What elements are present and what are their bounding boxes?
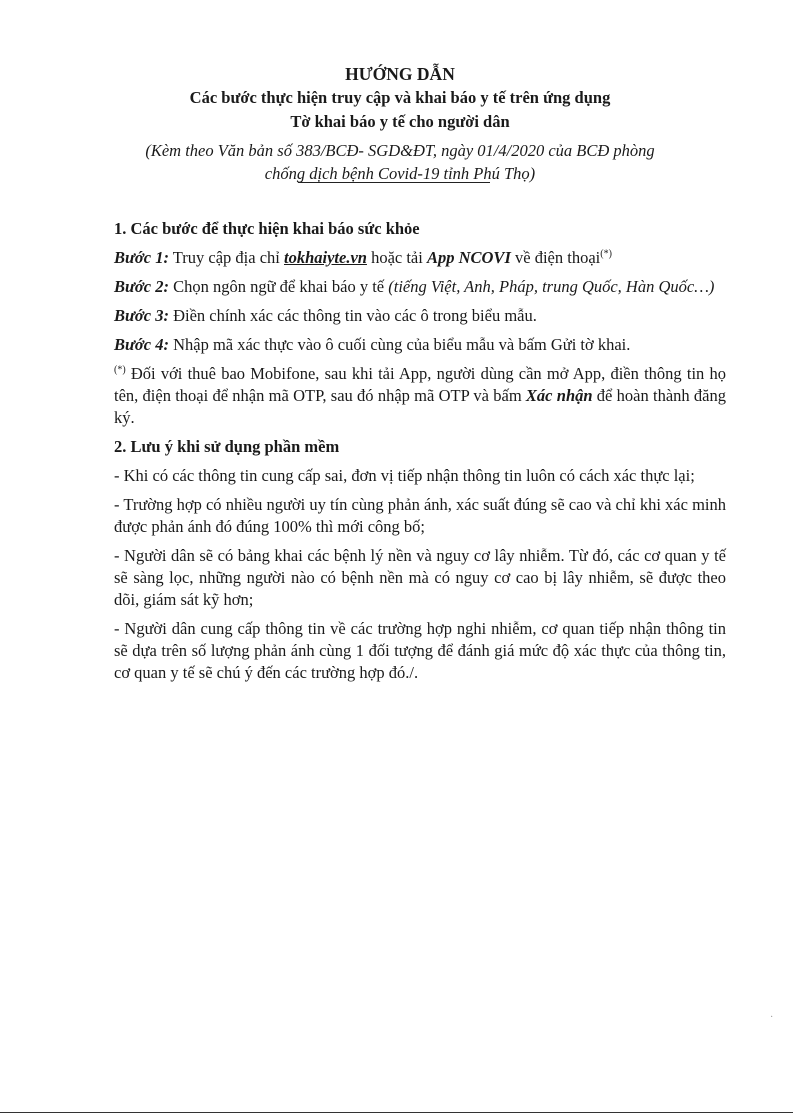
step-1-text-b: hoặc tải [366,248,427,267]
note-item: - Người dân sẽ có bảng khai các bệnh lý nền và nguy cơ lây nhiễm. Từ đó, các cơ quan y tế sẽ sàng lọc, những người nào có bệnh nền mà có nguy cơ cao bị lây nhiễm, sẽ được theo dõi, giám sát kỹ hơn; [114,546,726,609]
scan-speck: · [770,1012,774,1023]
header-divider [298,182,490,183]
footnote-emphasis: Xác nhận [525,386,593,405]
document-title: HƯỚNG DẪN [345,64,455,84]
step-2 [114,276,726,298]
step-3 [114,305,726,327]
step-2-label: Bước 2: [114,277,169,296]
reference-note [100,139,700,185]
step-3-label: Bước 3: [114,306,169,325]
app-name: App NCOVI [426,248,511,267]
step-1-text-c: về điện thoại [510,248,601,267]
document-header [100,62,700,185]
document-body [114,218,726,691]
step-4-text: Nhập mã xác thực vào ô cuối cùng của biểu mẫu và bấm Gửi tờ khai. [168,335,631,354]
footnote-text-b: để hoàn thành đăng ký. [114,386,726,427]
footnote [114,363,726,429]
footnote-text-a: Đối với thuê bao Mobifone, sau khi tải App, người dùng cần mở App, điền thông tin họ tên, điện thoại để nhận mã OTP, sau đó nhập mã OTP và bấm [114,364,726,405]
reference-note-line-2: chống dịch bệnh Covid-19 tỉnh Phú Thọ) [264,164,536,183]
document-subtitle-1: Các bước thực hiện truy cập và khai báo y tế trên ứng dụng [189,88,611,107]
step-1-text-a: Truy cập địa chỉ [168,248,284,267]
page-bottom-line [0,1112,793,1113]
note-item: - Trường hợp có nhiều người uy tín cùng phản ánh, xác suất đúng sẽ cao và chỉ khi xác minh được phản ánh đó đúng 100% thì mới công bố; [114,495,726,536]
step-2-text: Chọn ngôn ngữ để khai báo y tế [168,277,389,296]
note-item: - Khi có các thông tin cung cấp sai, đơn vị tiếp nhận thông tin luôn có cách xác thực lại; [114,466,695,485]
step-1-label: Bước 1: [114,248,169,267]
footnote-mark: (*) [114,364,126,376]
section-2-heading: 2. Lưu ý khi sử dụng phần mềm [114,437,340,456]
reference-note-line-1: (Kèm theo Văn bản số 383/BCĐ- SGD&ĐT, ngày 01/4/2020 của BCĐ phòng [145,141,655,160]
note-item: - Người dân cung cấp thông tin về các trường hợp nghi nhiễm, cơ quan tiếp nhận thông tin sẽ dựa trên số lượng phản ánh cùng 1 đối tượng để đánh giá mức độ xác thực của thông tin, cơ quan y tế sẽ chú ý đến các trường hợp đó./. [114,619,726,682]
step-2-languages: (tiếng Việt, Anh, Pháp, trung Quốc, Hàn Quốc…) [388,277,715,296]
step-4-label: Bước 4: [114,335,169,354]
step-1 [114,247,726,269]
section-1-heading: 1. Các bước để thực hiện khai báo sức khỏe [114,219,420,238]
tokhaiyte-link[interactable]: tokhaiyte.vn [284,248,367,267]
step-4 [114,334,726,356]
step-3-text: Điền chính xác các thông tin vào các ô trong biểu mẫu. [168,306,537,325]
document-subtitle-2: Tờ khai báo y tế cho người dân [290,112,510,131]
step-1-footnote-mark: (*) [600,248,612,260]
